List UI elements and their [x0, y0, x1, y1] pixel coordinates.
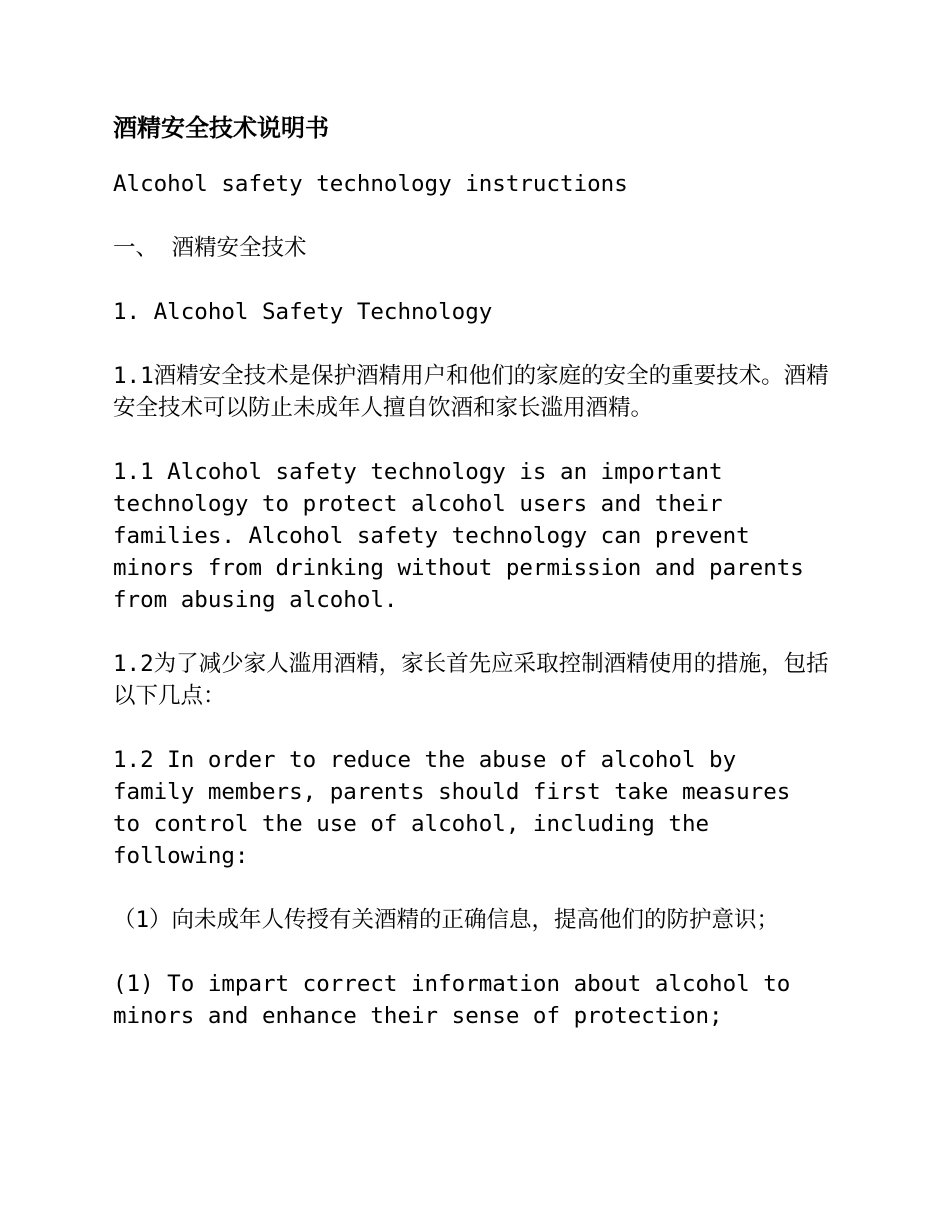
- paragraph-1-2-cn: 1.2为了减少家人滥用酒精，家长首先应采取控制酒精使用的措施，包括以下几点：: [113, 651, 829, 709]
- paragraph-1-1-en: 1.1 Alcohol safety technology is an important technology to protect alcohol users and their families. Alcohol safety technology can prevent minors from drinking without permission and parents from abusing alcohol.: [113, 459, 804, 613]
- section-heading-cn: 一、 酒精安全技术: [113, 235, 307, 261]
- list-item-1-cn: （1）向未成年人传授有关酒精的正确信息，提高他们的防护意识；: [113, 907, 780, 933]
- document-subtitle: Alcohol safety technology instructions: [113, 171, 628, 197]
- paragraph-1-2-en: 1.2 In order to reduce the abuse of alcohol by family members, parents should first take measures to control the use of alcohol, including the following:: [113, 747, 791, 869]
- document-title: 酒精安全技术说明书: [113, 114, 329, 142]
- document-page: [113, 112, 843, 1064]
- section-heading-en: 1. Alcohol Safety Technology: [113, 299, 493, 325]
- list-item-1-en: (1) To impart correct information about alcohol to minors and enhance their sense of protection;: [113, 971, 791, 1029]
- paragraph-1-1-cn: 1.1酒精安全技术是保护酒精用户和他们的家庭的安全的重要技术。酒精安全技术可以防止未成年人擅自饮酒和家长滥用酒精。: [113, 363, 829, 421]
